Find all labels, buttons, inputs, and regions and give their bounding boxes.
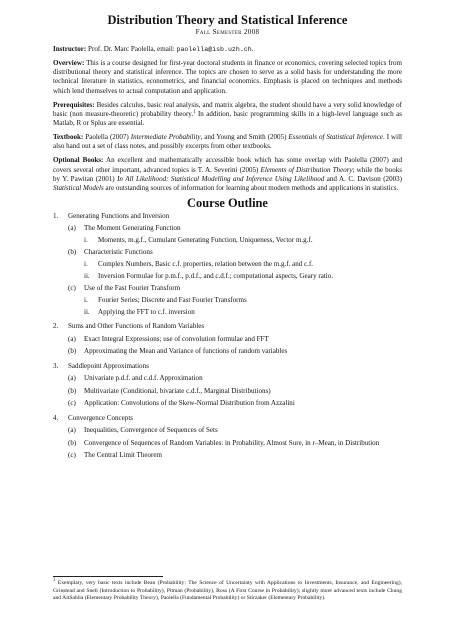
outline-subsection-number: (b) [68, 438, 77, 447]
outline-item-list [84, 236, 402, 245]
outline-item-label: Applying the FFT to c.f. inversion [98, 307, 195, 316]
outline-item [84, 296, 402, 305]
instructor-end: . [251, 45, 254, 53]
outline-subsection [68, 224, 402, 245]
outline-section-label: Saddlepoint Approximations [68, 361, 149, 370]
outline-subsection-label: Characteristic Functions [84, 248, 153, 257]
outline-subsection-list [68, 224, 402, 317]
overview-text: This is a course designed for first-year doctoral students in finance or economics, covering selected topics from distributional theory and statistical inference. The topics are chosen to serve as a solid basis for understanding the more technical literature in statistics, econometrics, and financial economics. Emphasis is placed on techniques and methods which lend themselves to actual computation and application. [53, 58, 403, 95]
outline-item-label: Fourier Series; Discrete and Fast Fourier Transforms [98, 296, 247, 305]
document-title: Distribution Theory and Statistical Inference [107, 13, 348, 27]
footnote-rule [53, 576, 163, 577]
outline-item-label: Complex Numbers, Basic c.f. properties, relation between the m.g.f. and c.f. [98, 260, 314, 269]
outline-subsection-number: (b) [68, 347, 77, 356]
outline-subsection-number: (c) [68, 399, 76, 408]
prereq-text-2: In addition, basic programming skills in a high-level language such as Matlab, R or Splus are essential. [53, 109, 402, 128]
prereq-text: Besides calculus, basic real analysis, and matrix algebra, the student should have a very solid knowledge of basic (non measure-theoretic) probability theory. [53, 100, 403, 118]
outline-item-number: i. [84, 236, 88, 244]
outline-section [53, 212, 402, 317]
course-outline [53, 212, 402, 461]
textbook-paragraph [53, 133, 402, 152]
outline-subsection-number: (a) [68, 334, 76, 343]
instructor-paragraph [53, 45, 402, 54]
outline-subsection-number: (c) [68, 284, 76, 293]
footnote [53, 580, 402, 603]
outline-subsection-label: Exact Integral Expressions; use of convolution formulae and FFT [84, 334, 269, 343]
optional-title-1: Elements of Distribution Theory [260, 165, 353, 174]
optional-paragraph [53, 156, 402, 193]
outline-subsection-label: Univariate p.d.f. and c.d.f. Approximation [84, 374, 203, 383]
outline-subsection-list [68, 426, 402, 460]
outline-item [84, 308, 402, 317]
outline-subsection-label: Convergence of Sequences of Random Variables: in Probability, Almost Sure, in r–Mean, in Distribution [84, 438, 380, 447]
outline-subsection-number: (c) [68, 451, 76, 460]
outline-item [84, 260, 402, 269]
outline-subsection [68, 426, 402, 435]
textbook-title-1: Intermediate Probability [130, 133, 201, 142]
instructor-text: Prof. Dr. Marc Paolella, email: [88, 45, 175, 53]
footnote-number: 1 [53, 578, 56, 583]
outline-subsection-list [68, 374, 402, 408]
outline-subsection-number: (a) [68, 374, 76, 383]
outline-subsection [68, 451, 402, 460]
outline-title: Course Outline [187, 195, 268, 210]
outline-subsection [68, 248, 402, 281]
textbook-text-3: . I will also hand out a set of class notes, and possibly excerpts from other textbooks. [53, 133, 402, 151]
outline-section-label: Sums and Other Functions of Random Variables [68, 322, 205, 331]
outline-subsection [68, 399, 402, 408]
instructor-email[interactable]: paolella@isb.uzh.ch [176, 46, 252, 53]
overview-label: Overview: [53, 58, 85, 67]
prereq-label: Prerequisites: [53, 100, 95, 109]
outline-item-list [84, 296, 402, 317]
outline-subsection-label: The Central Limit Theorem [84, 451, 162, 460]
outline-subsection [68, 387, 402, 396]
outline-subsection-label: The Moment Generating Function [84, 224, 181, 233]
optional-text-1: An excellent and mathematically accessible book which has some overlap with Paolella (2007) and covers several other important, advanced topics is T. A. Severini (2005) [53, 156, 402, 174]
outline-item-list [84, 260, 402, 281]
outline-section-number: 1. [53, 211, 59, 220]
outline-item-label: Moments, m.g.f., Cumulant Generating Function, Uniqueness, Vector m.g.f. [98, 236, 313, 244]
outline-subsection-label: Multivariate (Conditional, bivariate c.d.f., Marginal Distributions) [84, 386, 271, 395]
optional-title-3: Statistical Models [53, 184, 104, 193]
outline-item [84, 236, 402, 245]
optional-text-4: are outstanding sources of information for learning about modern methods and applications in statistics. [105, 184, 399, 193]
footnote-text: Exemplary, very basic texts include Bean (Probability: The Science of Uncertainty with Applications to Investments, Insurance, and Engineering), Grinstead and Snell (Introduction to Probability), Pitman (Probability), Ross (A First Course in Probability); slightly more advanced texts include Chung and AitSahlia (Elementary Probability Theory), Paolella (Fundamental Probability) or Stirzaker (Elementary Probability). [53, 580, 402, 601]
prereq-paragraph [53, 101, 402, 129]
outline-subsection-label: Application: Convolutions of the Skew-Normal Distribution from Azzalini [84, 399, 295, 408]
document-body [53, 45, 402, 466]
outline-section-label: Convergence Concepts [68, 413, 134, 422]
outline-item-number: ii. [84, 307, 90, 316]
outline-section-number: 4. [53, 413, 59, 422]
outline-subsection [68, 439, 402, 448]
instructor-label: Instructor: [53, 45, 87, 53]
outline-section [53, 322, 402, 356]
outline-subsection-number: (a) [68, 426, 76, 435]
outline-item [84, 272, 402, 281]
footnote-mark[interactable]: 1 [193, 109, 196, 115]
outline-section-label: Generating Functions and Inversion [68, 211, 170, 220]
outline-subsection-label: Approximating the Mean and Variance of functions of random variables [84, 347, 288, 356]
outline-section-number: 2. [53, 322, 59, 331]
textbook-text-2: , and Young and Smith (2005) [200, 133, 287, 142]
optional-title-2: In All Likelihood: Statistical Modelling and Inference Using Likelihood [117, 174, 325, 183]
textbook-title-2: Essentials of Statistical Inference [288, 133, 383, 142]
outline-subsection-label: Use of the Fast Fourier Transform [84, 284, 181, 293]
outline-subsection [68, 284, 402, 317]
semester: Fall Semester 2008 [195, 28, 260, 36]
outline-section [53, 362, 402, 409]
outline-item-number: i. [84, 260, 88, 269]
outline-subsection-number: (b) [68, 248, 77, 257]
outline-subsection [68, 347, 402, 356]
textbook-label: Textbook: [53, 133, 84, 142]
outline-section-number: 3. [53, 361, 59, 370]
optional-text-3: and A. C. Davison (2003) [326, 174, 402, 183]
textbook-text-1: Paolella (2007) [85, 133, 129, 142]
outline-section [53, 414, 402, 461]
outline-subsection [68, 374, 402, 383]
outline-subsection-label: Inequalities, Convergence of Sequences of Sets [84, 426, 218, 435]
optional-label: Optional Books: [53, 156, 104, 165]
outline-subsection-number: (a) [68, 224, 76, 233]
outline-item-label: Inversion Formulae for p.m.f., p.d.f., and c.d.f.; computational aspects, Geary ratio. [98, 271, 334, 280]
overview-paragraph [53, 59, 402, 96]
outline-item-number: i. [84, 296, 88, 305]
outline-subsection-list [68, 335, 402, 357]
outline-subsection [68, 335, 402, 344]
optional-text-2: ; while the books by Y. Pawitan (2001) [53, 165, 402, 183]
outline-subsection-number: (b) [68, 386, 77, 395]
outline-item-number: ii. [84, 271, 90, 280]
